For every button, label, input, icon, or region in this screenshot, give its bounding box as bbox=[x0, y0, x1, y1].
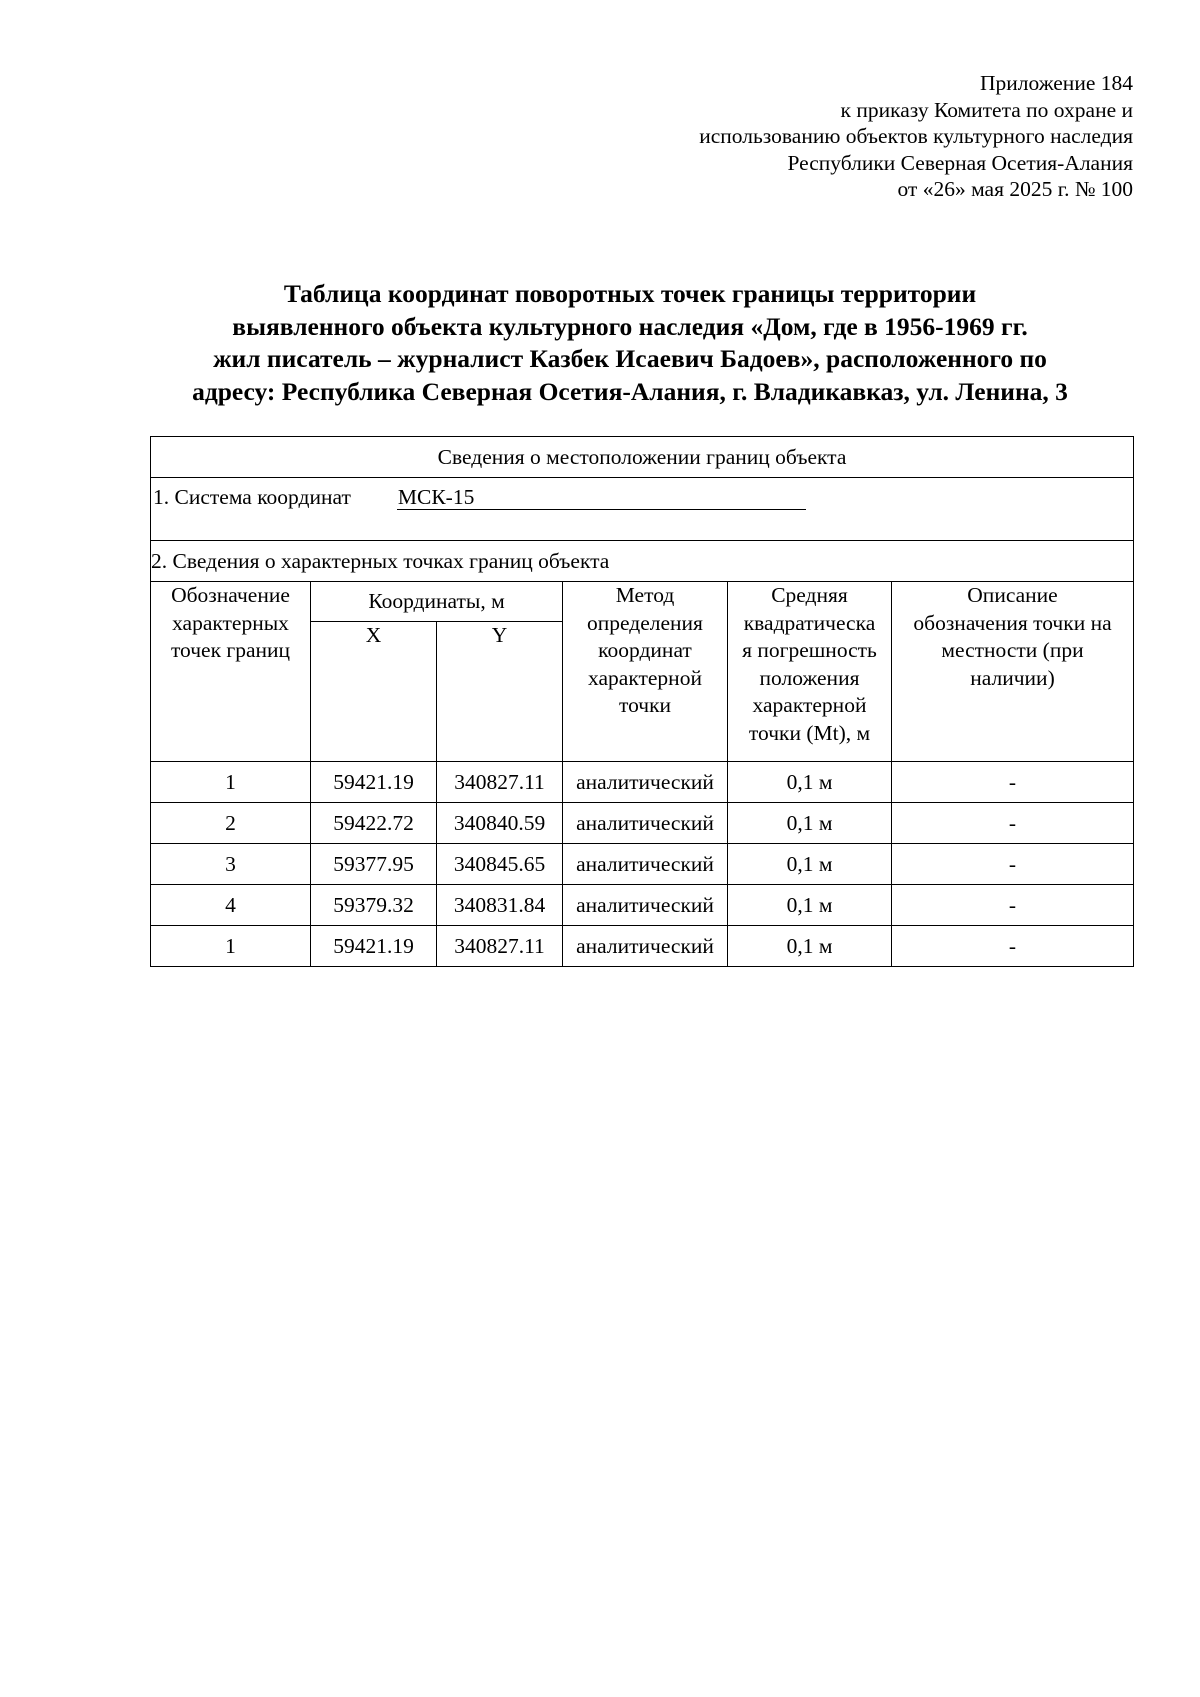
cell-point: 3 bbox=[151, 844, 311, 885]
cell-description: - bbox=[892, 803, 1134, 844]
cell-x: 59379.32 bbox=[311, 885, 437, 926]
cell-description: - bbox=[892, 926, 1134, 967]
cell-x: 59422.72 bbox=[311, 803, 437, 844]
col-error: Средняя квадратическа я погрешность положения характерной точки (Mt), м bbox=[728, 582, 892, 762]
cell-y: 340840.59 bbox=[437, 803, 563, 844]
appendix-line: Республики Северная Осетия-Алания bbox=[787, 150, 1133, 175]
col-y: Y bbox=[437, 622, 563, 762]
col-method: Метод определения координат характерной точки bbox=[563, 582, 728, 762]
cell-description: - bbox=[892, 844, 1134, 885]
cell-error: 0,1 м bbox=[728, 885, 892, 926]
cell-method: аналитический bbox=[563, 844, 728, 885]
cell-x: 59421.19 bbox=[311, 926, 437, 967]
document-title bbox=[130, 278, 1130, 408]
cell-method: аналитический bbox=[563, 926, 728, 967]
coordinates-table bbox=[150, 436, 1134, 967]
cell-y: 340831.84 bbox=[437, 885, 563, 926]
table-row bbox=[151, 844, 1134, 885]
cell-error: 0,1 м bbox=[728, 926, 892, 967]
col-designation: Обозначение характерных точек границ bbox=[151, 582, 311, 762]
table-row bbox=[151, 803, 1134, 844]
coord-system-value: МСК-15 bbox=[397, 485, 806, 510]
cell-point: 1 bbox=[151, 762, 311, 803]
table-header: Сведения о местоположении границ объекта bbox=[151, 437, 1134, 478]
coord-system-label: 1. Система координат bbox=[153, 485, 351, 509]
table-row bbox=[151, 926, 1134, 967]
title-line: адресу: Республика Северная Осетия-Алания, г. Владикавказ, ул. Ленина, 3 bbox=[192, 376, 1068, 406]
cell-point: 2 bbox=[151, 803, 311, 844]
cell-x: 59377.95 bbox=[311, 844, 437, 885]
col-description: Описание обозначения точки на местности (при наличии) bbox=[892, 582, 1134, 762]
title-line: жил писатель – журналист Казбек Исаевич Бадоев», расположенного по bbox=[213, 344, 1047, 373]
cell-description: - bbox=[892, 885, 1134, 926]
table-row bbox=[151, 762, 1134, 803]
cell-y: 340827.11 bbox=[437, 926, 563, 967]
cell-error: 0,1 м bbox=[728, 803, 892, 844]
appendix-line: к приказу Комитета по охране и bbox=[840, 97, 1133, 122]
cell-y: 340845.65 bbox=[437, 844, 563, 885]
cell-point: 1 bbox=[151, 926, 311, 967]
cell-method: аналитический bbox=[563, 885, 728, 926]
appendix-line: Приложение 184 bbox=[979, 71, 1133, 95]
points-info-label: 2. Сведения о характерных точках границ объекта bbox=[151, 541, 1134, 582]
col-coordinates: Координаты, м bbox=[311, 582, 563, 622]
cell-description: - bbox=[892, 762, 1134, 803]
coord-system-cell bbox=[151, 478, 1134, 541]
col-x: X bbox=[311, 622, 437, 762]
title-line: Таблица координат поворотных точек границы территории bbox=[283, 279, 977, 308]
cell-method: аналитический bbox=[563, 803, 728, 844]
appendix-line: от «26» мая 2025 г. № 100 bbox=[897, 177, 1133, 201]
cell-error: 0,1 м bbox=[728, 762, 892, 803]
appendix-line: использованию объектов культурного наследия bbox=[699, 124, 1133, 148]
cell-error: 0,1 м bbox=[728, 844, 892, 885]
cell-method: аналитический bbox=[563, 762, 728, 803]
title-line: выявленного объекта культурного наследия «Дом, где в 1956-1969 гг. bbox=[232, 311, 1028, 341]
cell-point: 4 bbox=[151, 885, 311, 926]
appendix-block bbox=[533, 70, 1133, 203]
cell-x: 59421.19 bbox=[311, 762, 437, 803]
cell-y: 340827.11 bbox=[437, 762, 563, 803]
table-row bbox=[151, 885, 1134, 926]
